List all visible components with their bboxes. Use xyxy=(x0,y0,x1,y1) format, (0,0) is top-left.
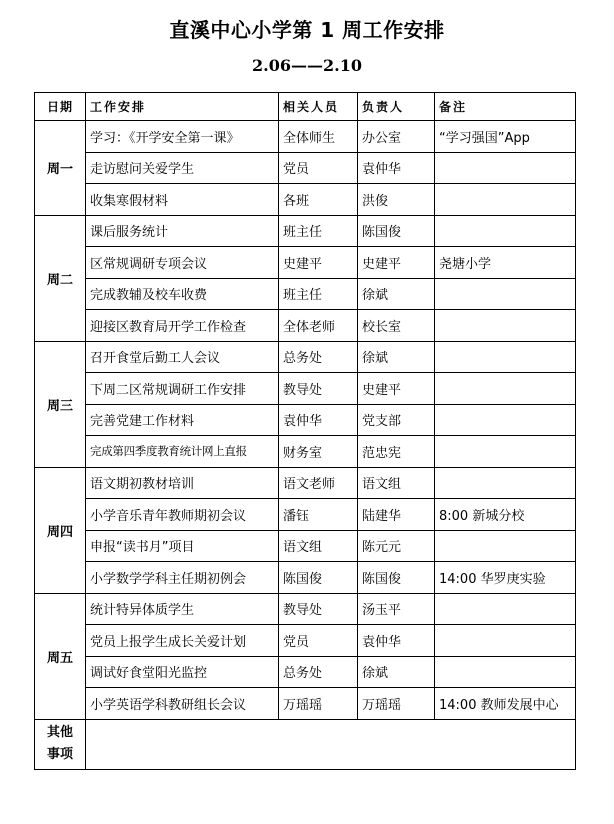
owner-cell: 陈国俊 xyxy=(358,562,435,594)
note-cell xyxy=(435,656,576,688)
people-cell: 教导处 xyxy=(279,373,358,405)
table-row xyxy=(35,341,576,373)
task-cell: 统计特异体质学生 xyxy=(86,593,279,625)
other-items-label xyxy=(35,719,86,769)
people-cell: 潘钰 xyxy=(279,499,358,531)
schedule-table xyxy=(34,92,576,770)
column-header-note: 备注 xyxy=(435,93,576,121)
task-cell: 学习：《开学安全第一课》 xyxy=(86,121,279,153)
note-cell: 14:00 教师发展中心 xyxy=(435,688,576,720)
column-header-owner: 负责人 xyxy=(358,93,435,121)
note-cell xyxy=(435,278,576,310)
table-row xyxy=(35,530,576,562)
owner-cell: 袁仲华 xyxy=(358,625,435,657)
task-cell: 收集寒假材料 xyxy=(86,184,279,216)
task-cell: 迎接区教育局开学工作检查 xyxy=(86,310,279,342)
owner-cell: 陈国俊 xyxy=(358,215,435,247)
table-row xyxy=(35,184,576,216)
owner-cell: 党支部 xyxy=(358,404,435,436)
task-cell: 小学英语学科教研组长会议 xyxy=(86,688,279,720)
note-cell xyxy=(435,593,576,625)
other-items-label-line2: 事项 xyxy=(46,747,73,762)
people-cell: 万瑶瑶 xyxy=(279,688,358,720)
people-cell: 各班 xyxy=(279,184,358,216)
note-cell: 尧塘小学 xyxy=(435,247,576,279)
note-cell xyxy=(435,467,576,499)
people-cell: 班主任 xyxy=(279,278,358,310)
task-cell: 下周二区常规调研工作安排 xyxy=(86,373,279,405)
people-cell: 总务处 xyxy=(279,341,358,373)
task-cell: 区常规调研专项会议 xyxy=(86,247,279,279)
people-cell: 全体师生 xyxy=(279,121,358,153)
owner-cell: 袁仲华 xyxy=(358,152,435,184)
people-cell: 全体老师 xyxy=(279,310,358,342)
people-cell: 党员 xyxy=(279,625,358,657)
people-cell: 史建平 xyxy=(279,247,358,279)
table-row xyxy=(35,562,576,594)
schedule-body xyxy=(35,121,576,770)
owner-cell: 校长室 xyxy=(358,310,435,342)
note-cell xyxy=(435,184,576,216)
note-cell xyxy=(435,215,576,247)
task-cell: 完成第四季度教育统计网上直报 xyxy=(86,436,279,468)
table-row xyxy=(35,152,576,184)
task-cell: 走访慰问关爱学生 xyxy=(86,152,279,184)
task-cell: 调试好食堂阳光监控 xyxy=(86,656,279,688)
owner-cell: 汤玉平 xyxy=(358,593,435,625)
note-cell xyxy=(435,404,576,436)
day-label: 周五 xyxy=(35,593,86,719)
table-row xyxy=(35,247,576,279)
owner-cell: 徐斌 xyxy=(358,656,435,688)
owner-cell: 史建平 xyxy=(358,373,435,405)
task-cell: 召开食堂后勤工人会议 xyxy=(86,341,279,373)
task-cell: 小学数学学科主任期初例会 xyxy=(86,562,279,594)
people-cell: 语文老师 xyxy=(279,467,358,499)
table-row xyxy=(35,688,576,720)
note-cell xyxy=(435,341,576,373)
people-cell: 陈国俊 xyxy=(279,562,358,594)
people-cell: 班主任 xyxy=(279,215,358,247)
note-cell xyxy=(435,436,576,468)
table-row xyxy=(35,404,576,436)
column-header-date: 日期 xyxy=(35,93,86,121)
note-cell xyxy=(435,373,576,405)
other-items-label-line1: 其他 xyxy=(46,725,73,740)
task-cell: 完成教辅及校车收费 xyxy=(86,278,279,310)
day-label: 周一 xyxy=(35,121,86,216)
table-row xyxy=(35,278,576,310)
owner-cell: 语文组 xyxy=(358,467,435,499)
table-row xyxy=(35,593,576,625)
owner-cell: 徐斌 xyxy=(358,341,435,373)
note-cell xyxy=(435,310,576,342)
owner-cell: 范忠宪 xyxy=(358,436,435,468)
day-label: 周四 xyxy=(35,467,86,593)
note-cell xyxy=(435,530,576,562)
table-row xyxy=(35,215,576,247)
column-header-task: 工作安排 xyxy=(86,93,279,121)
people-cell: 教导处 xyxy=(279,593,358,625)
owner-cell: 陆建华 xyxy=(358,499,435,531)
note-cell xyxy=(435,625,576,657)
task-cell: 完善党建工作材料 xyxy=(86,404,279,436)
owner-cell: 史建平 xyxy=(358,247,435,279)
table-row xyxy=(35,499,576,531)
table-row xyxy=(35,467,576,499)
owner-cell: 陈元元 xyxy=(358,530,435,562)
note-cell: 14:00 华罗庚实验 xyxy=(435,562,576,594)
other-items-row xyxy=(35,719,576,769)
people-cell: 财务室 xyxy=(279,436,358,468)
people-cell: 总务处 xyxy=(279,656,358,688)
other-items-content xyxy=(86,719,576,769)
owner-cell: 洪俊 xyxy=(358,184,435,216)
people-cell: 语文组 xyxy=(279,530,358,562)
owner-cell: 万瑶瑶 xyxy=(358,688,435,720)
table-row xyxy=(35,373,576,405)
day-label: 周二 xyxy=(35,215,86,341)
task-cell: 课后服务统计 xyxy=(86,215,279,247)
task-cell: 语文期初教材培训 xyxy=(86,467,279,499)
table-row xyxy=(35,436,576,468)
task-cell: 申报“读书月”项目 xyxy=(86,530,279,562)
column-header-people: 相关人员 xyxy=(279,93,358,121)
note-cell: “学习强国”App xyxy=(435,121,576,153)
owner-cell: 办公室 xyxy=(358,121,435,153)
table-row xyxy=(35,656,576,688)
table-row xyxy=(35,625,576,657)
date-range: 2.06——2.10 xyxy=(252,56,362,75)
note-cell xyxy=(435,152,576,184)
task-cell: 小学音乐青年教师期初会议 xyxy=(86,499,279,531)
table-row xyxy=(35,310,576,342)
day-label: 周三 xyxy=(35,341,86,467)
task-cell: 党员上报学生成长关爱计划 xyxy=(86,625,279,657)
page-title: 直溪中心小学第 1 周工作安排 xyxy=(169,18,445,42)
owner-cell: 徐斌 xyxy=(358,278,435,310)
header-row xyxy=(35,93,576,121)
note-cell: 8:00 新城分校 xyxy=(435,499,576,531)
people-cell: 党员 xyxy=(279,152,358,184)
table-row xyxy=(35,121,576,153)
people-cell: 袁仲华 xyxy=(279,404,358,436)
